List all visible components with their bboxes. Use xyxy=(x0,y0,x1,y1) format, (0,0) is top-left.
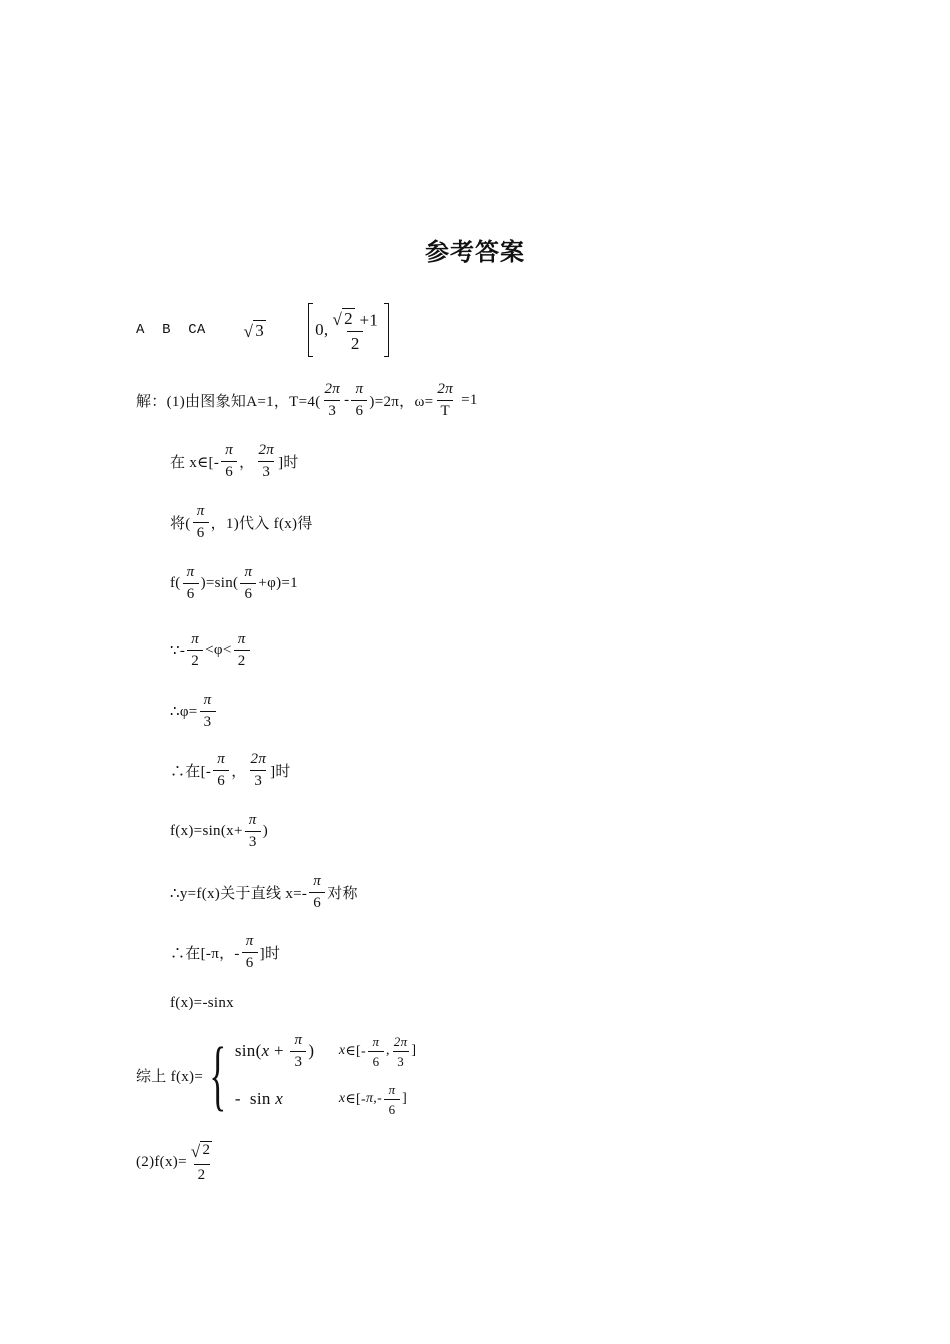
fraction: $\frac{2\pi}{3}$ xyxy=(324,380,341,419)
interval-answer: 0, √ 2 +1 2 xyxy=(308,304,389,356)
fraction: $\frac{\pi}{6}$ xyxy=(193,504,209,541)
fraction: $\frac{\pi}{6}$ xyxy=(242,934,258,971)
solution-line-1: 解：(1)由图象知A=1，T=4( $\frac{2\pi}{3}$ - $\frac{\pi}{6}$ )=2π，ω= $\frac{2\pi}{T}$ =1 xyxy=(136,380,478,419)
fraction: $\frac{\pi}{6}$ xyxy=(213,752,229,789)
fraction: $\frac{\pi}{6}$ xyxy=(351,382,367,419)
piecewise-summary: 综上 f(x)= { sin( x + $\frac{\pi}{3}$ ) x ∈[- $\frac{\pi}{6}$ , $\frac{2\pi}{3}$ ] - sin x x ∈[- π ,- $\frac{\pi}{6}$ ] xyxy=(136,1035,416,1115)
choice-answers: A B CA xyxy=(136,322,206,338)
fraction: $\frac{\pi}{3}$ xyxy=(245,813,261,850)
piecewise-case-1: sin( x + $\frac{\pi}{3}$ ) x ∈[- $\frac{\pi}{6}$ , $\frac{2\pi}{3}$ ] xyxy=(234,1031,417,1070)
solution-line-10: ∴在[-π，- $\frac{\pi}{6}$ ]时 xyxy=(170,932,281,971)
piecewise-cases xyxy=(235,1027,417,1123)
solution-line-9: ∴y=f(x)关于直线 x=- $\frac{\pi}{6}$ 对称 xyxy=(170,872,358,911)
solution-line-11: f(x)=-sinx xyxy=(170,994,234,1011)
fraction: $\frac{\pi}{2}$ xyxy=(234,632,250,669)
radical-sign-icon: √ xyxy=(243,322,254,342)
solution-line-4: f( $\frac{\pi}{6}$ )=sin( $\frac{\pi}{6}$ +φ)=1 xyxy=(170,563,298,602)
sqrt-answer: √ 3 xyxy=(243,320,265,342)
fraction: √ 2 2 xyxy=(190,1141,211,1183)
fraction: $\frac{2\pi}{3}$ xyxy=(258,441,275,480)
solution-line-7: ∴在[- $\frac{\pi}{6}$ ， $\frac{2\pi}{3}$ ]时 xyxy=(170,750,291,789)
fraction: $\frac{\pi}{6}$ xyxy=(240,565,256,602)
fraction: $\frac{\pi}{6}$ xyxy=(221,443,237,480)
fraction: $\frac{2\pi}{T}$ xyxy=(437,380,454,419)
solution-line-5: ∵- $\frac{\pi}{2}$ <φ< $\frac{\pi}{2}$ xyxy=(170,630,252,670)
fraction: $\frac{\pi}{3}$ xyxy=(200,693,216,730)
fraction: $\frac{\pi}{6}$ xyxy=(183,565,199,602)
page-title: 参考答案 xyxy=(425,238,525,266)
interval-fraction: √ 2 +1 2 xyxy=(332,308,379,354)
solution-line-6: ∴φ= $\frac{\pi}{3}$ xyxy=(170,691,218,731)
solution-line-8: f(x)=sin(x+ $\frac{\pi}{3}$ ) xyxy=(170,811,269,850)
left-brace-icon: { xyxy=(209,1031,227,1118)
fraction: $\frac{\pi}{2}$ xyxy=(187,632,203,669)
answer-row xyxy=(136,302,389,358)
piecewise-case-2: - sin x x ∈[- π ,- $\frac{\pi}{6}$ ] xyxy=(234,1081,408,1117)
fraction: $\frac{\pi}{6}$ xyxy=(309,874,325,911)
part-2-line: (2)f(x)= √ 2 2 xyxy=(136,1140,216,1184)
radical-sign-icon: √ xyxy=(190,1141,201,1161)
solution-line-3: 将( $\frac{\pi}{6}$ ，1)代入 f(x)得 xyxy=(170,502,313,541)
fraction: $\frac{2\pi}{3}$ xyxy=(250,750,267,789)
solution-line-2: 在 x∈[- $\frac{\pi}{6}$ ， $\frac{2\pi}{3}$ ]时 xyxy=(170,441,299,480)
